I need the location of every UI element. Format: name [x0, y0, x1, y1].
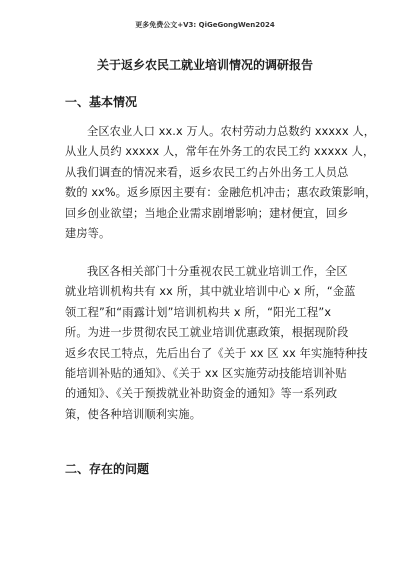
paragraph-line: 数的 xx%。返乡原因主要有：金融危机冲击；惠农政策影响， [65, 186, 377, 200]
paragraph-line: 领工程”和“雨露计划”培训机构共 x 所，“阳光工程”x [65, 305, 332, 319]
paragraph-line: 策，使各种培训顺利实施。 [65, 407, 202, 421]
document-title: 关于返乡农民工就业培训情况的调研报告 [96, 58, 313, 72]
paragraph-line: 从我们调查的情况来看，返乡农民工约占外出务工人员总 [65, 165, 349, 179]
watermark-header: 更多免费公文+V3: QiGeGongWen2024 [135, 21, 275, 29]
paragraph-line: 回乡创业欲望；当地企业需求剧增影响；建材便宜，回乡 [65, 206, 349, 220]
paragraph-line: 返乡农民工特点，先后出台了《关于 xx 区 xx 年实施特种技 [65, 346, 368, 360]
paragraph-line: 能培训补贴的通知》、《关于 xx 区实施劳动技能培训补贴 [65, 366, 347, 380]
paragraph-line: 从业人员约 xxxxx 人，常年在外务工的农民工约 xxxxx 人， [65, 145, 375, 159]
paragraph-line: 所。为进一步贯彻农民工就业培训优惠政策，根据现阶段 [65, 326, 349, 340]
paragraph-training-institutions [65, 262, 368, 425]
section-heading-existing-problems: 二、存在的问题 [65, 462, 150, 476]
paragraph-line: 我区各相关部门十分重视农民工就业培训工作，全区 [87, 265, 348, 278]
paragraph-line: 就业培训机构共有 xx 所，其中就业培训中心 x 所，“金蓝 [65, 285, 356, 299]
paragraph-line: 全区农业人口 xx.x 万人。农村劳动力总数约 xxxxx 人， [87, 125, 376, 138]
paragraph-line: 的通知》、《关于预拨就业补助资金的通知》等一系列政 [65, 387, 338, 401]
section-heading-basic-situation: 一、基本情况 [65, 95, 138, 109]
paragraph-population-overview [65, 122, 377, 244]
paragraph-line: 建房等。 [65, 226, 111, 240]
